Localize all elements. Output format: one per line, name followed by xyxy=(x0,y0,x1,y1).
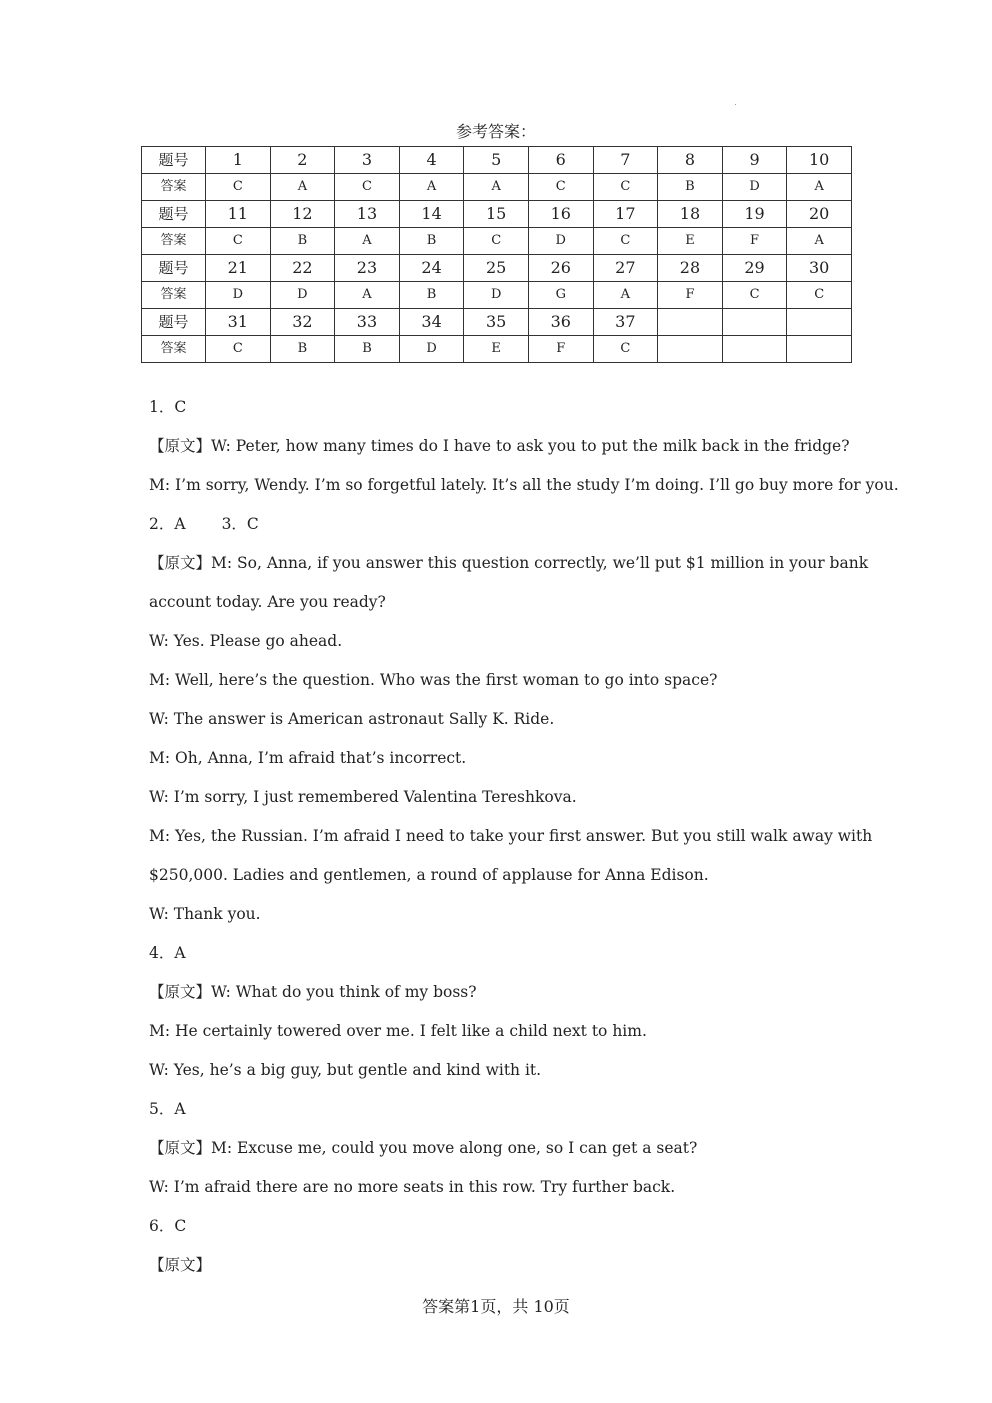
row-header-cell: 题号 xyxy=(142,147,206,174)
table-cell: C xyxy=(464,228,529,255)
transcript-line: M: I’m sorry, Wendy. I’m so forgetful lately. It’s all the study I’m doing. I’ll go buy more for you. xyxy=(149,476,899,494)
transcript-section xyxy=(149,388,899,1285)
row-header-cell: 题号 xyxy=(142,309,206,336)
transcript-line: 【原文】W: Peter, how many times do I have to ask you to put the milk back in the fridge? xyxy=(149,437,850,455)
table-cell: 16 xyxy=(528,201,593,228)
table-cell: D xyxy=(206,282,271,309)
table-cell: C xyxy=(206,228,271,255)
transcript-line: M: Well, here’s the question. Who was the first woman to go into space? xyxy=(149,671,718,689)
table-cell xyxy=(658,336,723,363)
transcript-line: W: Thank you. xyxy=(149,905,261,923)
table-cell: 5 xyxy=(464,147,529,174)
table-cell: A xyxy=(593,282,658,309)
table-cell: 34 xyxy=(399,309,464,336)
table-cell: D xyxy=(722,174,787,201)
answer-2: 2．A xyxy=(149,515,186,533)
table-cell: C xyxy=(787,282,852,309)
transcript-line: $250,000. Ladies and gentlemen, a round of applause for Anna Edison. xyxy=(149,866,709,884)
row-header-cell: 答案 xyxy=(142,228,206,255)
table-cell: F xyxy=(658,282,723,309)
table-cell: C xyxy=(593,228,658,255)
table-cell: 20 xyxy=(787,201,852,228)
table-cell: 12 xyxy=(270,201,335,228)
table-cell: 8 xyxy=(658,147,723,174)
table-cell: 26 xyxy=(528,255,593,282)
table-cell: C xyxy=(206,174,271,201)
transcript-line: 【原文】W: What do you think of my boss? xyxy=(149,983,477,1001)
table-cell: A xyxy=(464,174,529,201)
question-number-row xyxy=(142,309,852,336)
table-cell: 2 xyxy=(270,147,335,174)
table-cell: D xyxy=(399,336,464,363)
table-cell: F xyxy=(722,228,787,255)
table-cell: 21 xyxy=(206,255,271,282)
answer-line-5: 5．A xyxy=(149,1100,186,1118)
question-number-row xyxy=(142,255,852,282)
transcript-line: W: I’m afraid there are no more seats in this row. Try further back. xyxy=(149,1178,676,1196)
table-cell: 35 xyxy=(464,309,529,336)
page-title: 参考答案： xyxy=(455,122,536,141)
table-cell: 9 xyxy=(722,147,787,174)
transcript-line: W: I’m sorry, I just remembered Valentina Tereshkova. xyxy=(149,788,577,806)
table-cell: 10 xyxy=(787,147,852,174)
table-cell: A xyxy=(399,174,464,201)
table-cell: A xyxy=(787,228,852,255)
transcript-line: account today. Are you ready? xyxy=(149,593,386,611)
transcript-line: M: He certainly towered over me. I felt like a child next to him. xyxy=(149,1022,647,1040)
question-number-row xyxy=(142,147,852,174)
table-cell xyxy=(722,309,787,336)
answer-3: 3．C xyxy=(221,515,259,533)
table-cell: 23 xyxy=(335,255,400,282)
transcript-line: 【原文】M: Excuse me, could you move along one, so I can get a seat? xyxy=(149,1139,698,1157)
table-cell: A xyxy=(270,174,335,201)
transcript-line: W: Yes. Please go ahead. xyxy=(149,632,343,650)
row-header-cell: 题号 xyxy=(142,201,206,228)
table-cell: B xyxy=(270,336,335,363)
answer-table xyxy=(141,146,852,363)
transcript-line: M: Yes, the Russian. I’m afraid I need to take your first answer. But you still walk away with xyxy=(149,827,873,845)
table-cell: 4 xyxy=(399,147,464,174)
scan-speck xyxy=(735,104,736,105)
row-header-cell: 答案 xyxy=(142,174,206,201)
table-cell: 33 xyxy=(335,309,400,336)
table-cell: 22 xyxy=(270,255,335,282)
table-cell: C xyxy=(335,174,400,201)
page-footer: 答案第1页，共 10页 xyxy=(422,1297,570,1316)
table-cell: 31 xyxy=(206,309,271,336)
row-header-cell: 答案 xyxy=(142,336,206,363)
table-cell: A xyxy=(787,174,852,201)
table-cell: 28 xyxy=(658,255,723,282)
table-cell: B xyxy=(399,228,464,255)
table-cell: B xyxy=(335,336,400,363)
answer-line-6: 6．C xyxy=(149,1217,187,1235)
table-cell: D xyxy=(464,282,529,309)
answer-row xyxy=(142,228,852,255)
table-cell: 7 xyxy=(593,147,658,174)
table-cell: 32 xyxy=(270,309,335,336)
table-cell: 30 xyxy=(787,255,852,282)
transcript-line: 【原文】 xyxy=(149,1256,212,1274)
answer-line-4: 4．A xyxy=(149,944,186,962)
table-cell: E xyxy=(658,228,723,255)
answer-row xyxy=(142,336,852,363)
answer-row xyxy=(142,174,852,201)
table-cell: C xyxy=(528,174,593,201)
table-cell: 27 xyxy=(593,255,658,282)
table-cell: 1 xyxy=(206,147,271,174)
table-cell: B xyxy=(399,282,464,309)
table-cell: E xyxy=(464,336,529,363)
row-header-cell: 答案 xyxy=(142,282,206,309)
transcript-line: M: Oh, Anna, I’m afraid that’s incorrect. xyxy=(149,749,467,767)
table-cell xyxy=(722,336,787,363)
transcript-line: W: The answer is American astronaut Sally K. Ride. xyxy=(149,710,555,728)
table-cell: 25 xyxy=(464,255,529,282)
table-cell: C xyxy=(593,336,658,363)
table-cell: 14 xyxy=(399,201,464,228)
answer-row xyxy=(142,282,852,309)
table-cell: D xyxy=(270,282,335,309)
row-header-cell: 题号 xyxy=(142,255,206,282)
table-cell: 6 xyxy=(528,147,593,174)
transcript-line: W: Yes, he’s a big guy, but gentle and kind with it. xyxy=(149,1061,542,1079)
table-cell xyxy=(787,336,852,363)
table-cell: A xyxy=(335,228,400,255)
table-cell: F xyxy=(528,336,593,363)
table-cell: B xyxy=(270,228,335,255)
answer-line-2-3 xyxy=(149,505,849,544)
table-cell: D xyxy=(528,228,593,255)
table-cell: 29 xyxy=(722,255,787,282)
table-cell: C xyxy=(722,282,787,309)
transcript-line: 【原文】M: So, Anna, if you answer this question correctly, we’ll put $1 million in your bank xyxy=(149,554,869,572)
table-cell: 11 xyxy=(206,201,271,228)
table-cell: 13 xyxy=(335,201,400,228)
table-cell: 37 xyxy=(593,309,658,336)
table-cell: 17 xyxy=(593,201,658,228)
table-cell: 18 xyxy=(658,201,723,228)
answer-line-1: 1．C xyxy=(149,398,187,416)
question-number-row xyxy=(142,201,852,228)
table-cell: 24 xyxy=(399,255,464,282)
table-cell xyxy=(787,309,852,336)
table-cell xyxy=(658,309,723,336)
table-cell: A xyxy=(335,282,400,309)
table-cell: B xyxy=(658,174,723,201)
table-cell: 36 xyxy=(528,309,593,336)
table-cell: G xyxy=(528,282,593,309)
table-cell: 19 xyxy=(722,201,787,228)
table-cell: C xyxy=(593,174,658,201)
table-cell: 15 xyxy=(464,201,529,228)
table-cell: 3 xyxy=(335,147,400,174)
table-cell: C xyxy=(206,336,271,363)
